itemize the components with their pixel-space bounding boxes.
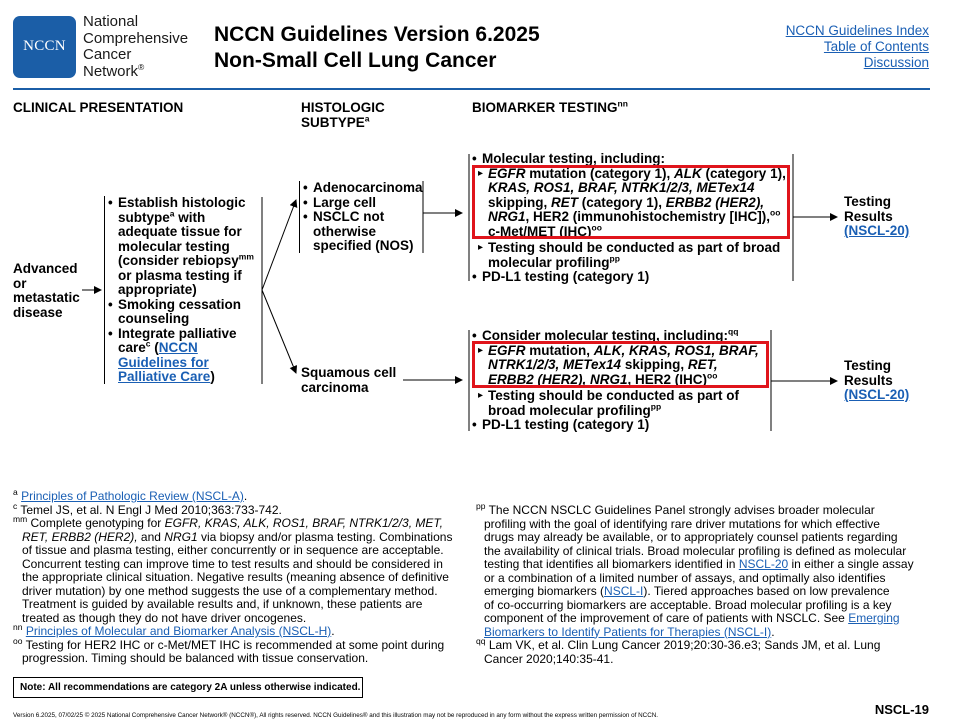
copyright-notice: Version 6.2025, 07/02/25 © 2025 National Comprehensive Cancer Network® (NCCN®), All rights reserved. NCCN Guidelines® and this illustration may not be reproduced in any form without the express written permission of NCCN. bbox=[13, 712, 659, 719]
sq-pdl1-testing: • PD-L1 testing (category 1) bbox=[472, 418, 772, 433]
category-note: Note: All recommendations are category 2A unless otherwise indicated. bbox=[13, 677, 363, 698]
footnote-mm: $^{mm}$ Complete genotyping for EGFR, KRAS, ALK, ROS1, BRAF, NTRK1/2/3, MET, RET, ERBB2 (HER2), and NRG1 via biopsy and/or plasma testing. Combinations of tissue and plasma testing, either concurrently or in sequence are acceptable. Concurrent testing can improve time to test results and should be considered in the appropriate clinical situation. Negative results (meaning absence of definitive driver mutation) by one method suggests the use of a complementary method. Treatment is guided by available results and, if unknown, these patients are treated as though they do not have driver oncogenes. bbox=[13, 514, 453, 625]
pathologic-review-link[interactable]: Principles of Pathologic Review (NSCL-A) bbox=[21, 489, 244, 503]
sq-marker-list: ▸ EGFR mutation, ALK, KRAS, ROS1, BRAF, NTRK1/2/3, METex14 skipping, RET, ERBB2 (HER2), NRG1, HER2 (IHC)$^{oo}$ bbox=[478, 344, 772, 388]
palliative-care-link-end[interactable]: Palliative Care bbox=[118, 369, 211, 384]
footnote-nn: $^{nn}$ Principles of Molecular and Biomarker Analysis (NSCL-H). bbox=[13, 622, 335, 638]
palliative-care-link-cont[interactable]: Guidelines for bbox=[118, 354, 209, 370]
nscl-i-link[interactable]: NSCL-I bbox=[604, 584, 644, 598]
arrow-to-nonsquamous bbox=[262, 200, 296, 290]
footnotes-left bbox=[13, 487, 463, 666]
emerging-biomarkers-link[interactable]: Emerging bbox=[848, 611, 900, 625]
page-code: NSCL-19 bbox=[874, 702, 929, 717]
workup-item-histologic: • Establish histologic subtype$^a$ with adequate tissue for molecular testing (consider rebiopsy$^{mm}$ or plasma testing if appropriate) bbox=[108, 196, 264, 298]
sq-consider-molecular: • Consider molecular testing, including:$^{qq}$ bbox=[472, 329, 772, 344]
presentation-advanced-metastatic: Advanced or metastatic disease bbox=[13, 261, 80, 320]
sq-broad-profiling: ▸ Testing should be conducted as part of broad molecular profiling$^{pp}$ bbox=[478, 389, 772, 418]
nonsq-highlight-box bbox=[472, 165, 790, 239]
nscl-20-link-nonsq[interactable]: (NSCL-20) bbox=[844, 223, 910, 238]
nonsq-molecular-testing: • Molecular testing, including: bbox=[472, 152, 792, 167]
squamous-subtype: Squamous cell carcinoma bbox=[301, 365, 397, 395]
emerging-biomarkers-link-cont[interactable]: Biomarkers to Identify Patients for Therapies (NSCL-I) bbox=[484, 624, 772, 639]
biomarker-analysis-link[interactable]: Principles of Molecular and Biomarker Analysis (NSCL-H) bbox=[25, 624, 332, 638]
subtype-nsclc-nos: • NSCLC not otherwise specified (NOS) bbox=[303, 210, 424, 254]
palliative-care-link[interactable]: NCCN bbox=[158, 340, 198, 355]
results-sq: Testing Results (NSCL-20) bbox=[844, 358, 910, 402]
biomarker-testing-heading: BIOMARKER $TESTING^{nn}$ bbox=[472, 98, 628, 115]
nonsq-broad-profiling: ▸ Testing should be conducted as part of broad molecular profiling$^{pp}$ bbox=[478, 241, 792, 270]
arrow-to-squamous bbox=[262, 290, 296, 373]
workup-item-palliative: • Integrate palliative care$^c$ (NCCN Guidelines for Palliative Care) bbox=[108, 327, 264, 385]
clinical-presentation-heading: CLINICAL PRESENTATION bbox=[13, 100, 184, 115]
footnote-c: $^c$ Temel JS, et al. N Engl J Med 2010;363:733-742. bbox=[13, 500, 282, 517]
footnote-pp: $^{pp}$ The NCCN NSCLC Guidelines Panel strongly advises broader molecular profiling with the goal of identifying rare driver mutations for which effective drugs may already be available, or to appropriately counsel patients regarding the availability of clinical trials. Broad molecular profiling is defined as molecular testing that identifies all biomarkers identified in NSCL-20 in either a single assay or a combination of a limited number of assays, and optimally also identifies emerging biomarkers (NSCL-I). Tiered approaches based on low prevalence of co-occurring biomarkers are acceptable. Broad molecular profiling is a key component of the improvement of care of patients with NSCLC. See Emerging Biomarkers to Identify Patients for Therapies (NSCL-I). bbox=[476, 501, 914, 639]
nonsquamous-subtype-box bbox=[299, 181, 424, 253]
guidelines-index-link[interactable]: NCCN Guidelines Index bbox=[785, 23, 929, 38]
logo-wordmark: National Comprehensive Cancer Network® bbox=[83, 13, 189, 80]
logo-abbr: NCCN bbox=[23, 38, 66, 54]
sq-highlight-box bbox=[472, 341, 769, 388]
workup-item-smoking: • Smoking cessation counseling bbox=[108, 298, 264, 327]
nonsq-marker-list: ▸ EGFR mutation (category 1), ALK (category 1), KRAS, ROS1, BRAF, NTRK1/2/3, METex14 skipping, RET (category 1), ERBB2 (HER2), NRG1, HER2 (immunohistochemistry [IHC]),$^{oo}$ c-Met/MET (IHC)$^{oo}$ bbox=[478, 167, 792, 240]
footnote-oo: $^{oo}$ Testing for HER2 IHC or c-Met/MET IHC is recommended at some point during progression. Timing should be balanced with tissue conservation. bbox=[13, 635, 445, 665]
footnote-qq: $^{qq}$ Lam VK, et al. Clin Lung Cancer 2019;20:30-36.e3; Sands JM, et al. Lung Cancer 2020;140:35-41. bbox=[476, 636, 881, 666]
footnotes-right bbox=[476, 501, 926, 666]
nscl-20-footnote-link[interactable]: NSCL-20 bbox=[738, 557, 789, 571]
nscl-20-link-sq[interactable]: (NSCL-20) bbox=[844, 387, 910, 402]
subtype-adenocarcinoma: • Adenocarcinoma bbox=[303, 181, 424, 196]
discussion-link[interactable]: Discussion bbox=[863, 55, 929, 70]
page-title: NCCN Guidelines Version 6.2025 Non-Small Cell Lung Cancer bbox=[214, 23, 540, 72]
nonsq-pdl1-testing: • PD-L1 testing (category 1) bbox=[472, 270, 792, 285]
workup-box bbox=[104, 196, 264, 384]
results-nonsq: Testing Results (NSCL-20) bbox=[844, 194, 910, 238]
footnote-a: $^a$ Principles of Pathologic Review (NSCL-A). bbox=[13, 487, 248, 503]
subtype-large-cell: • Large cell bbox=[303, 196, 424, 211]
table-of-contents-link[interactable]: Table of Contents bbox=[823, 39, 929, 54]
histologic-subtype-heading: HISTOLOGIC SUBTYPE$^a$ bbox=[301, 100, 385, 130]
